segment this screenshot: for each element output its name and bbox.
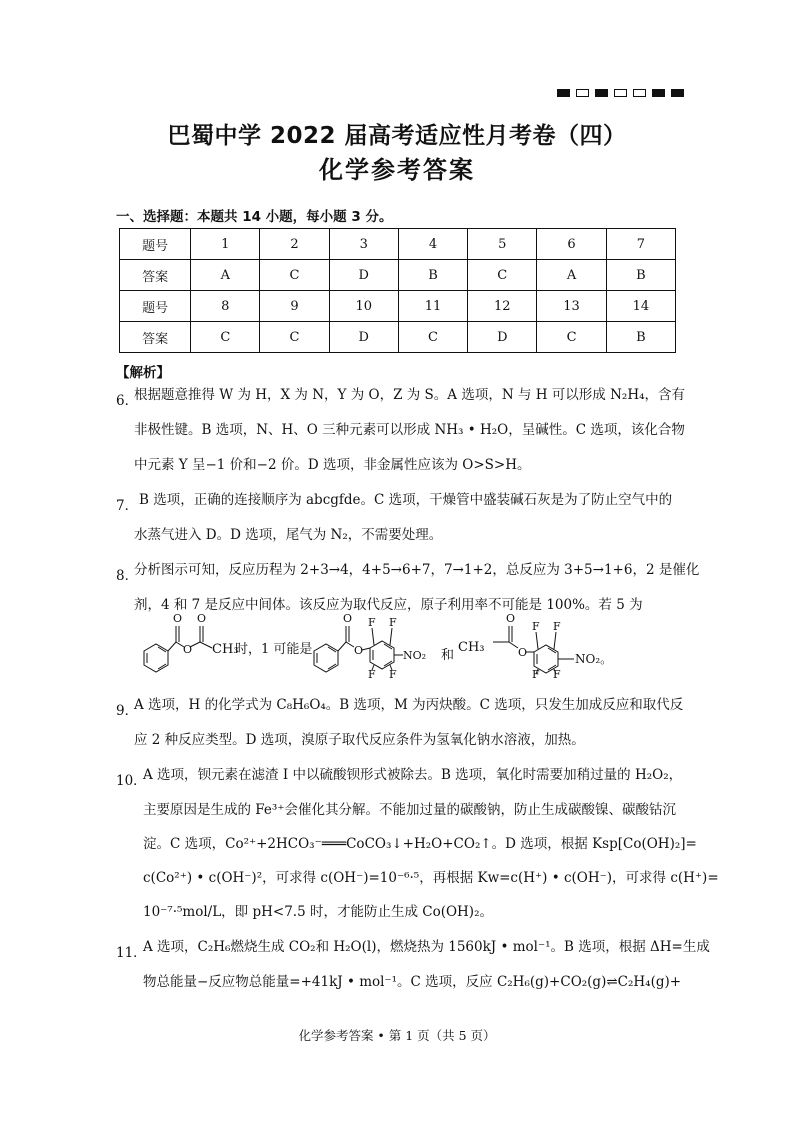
table-cell: 5 bbox=[468, 229, 537, 260]
text-line: 中元素 Y 呈−1 价和−2 价。D 选项，非金属性应该为 O>S>H。 bbox=[134, 457, 531, 473]
table-cell: B bbox=[398, 260, 467, 291]
table-cell: C bbox=[260, 322, 329, 353]
table-cell: D bbox=[329, 260, 398, 291]
table-cell: C bbox=[191, 322, 260, 353]
atom-label: F bbox=[553, 668, 561, 678]
text-line: 水蒸气进入 D。D 选项，尾气为 N₂，不需要处理。 bbox=[134, 527, 443, 543]
text-line: 分析图示可知，反应历程为 2+3→4，4+5→6+7，7→1+2，总反应为 3+5→1+6，2 是催化 bbox=[134, 562, 700, 578]
atom-label: O bbox=[518, 646, 528, 659]
question-number: 6． bbox=[116, 393, 139, 409]
table-cell: C bbox=[468, 260, 537, 291]
chem-text: 时，1 可能是 bbox=[235, 642, 313, 657]
header-mark bbox=[614, 89, 627, 97]
atom-label: F bbox=[532, 620, 540, 633]
document-subtitle: 化学参考答案 bbox=[319, 156, 475, 184]
table-cell: 2 bbox=[260, 229, 329, 260]
page-footer: 化学参考答案 • 第 1 页（共 5 页） bbox=[298, 1028, 496, 1043]
table-row-label: 答案 bbox=[120, 322, 191, 353]
table-cell: 10 bbox=[329, 291, 398, 322]
question-number: 7． bbox=[116, 498, 139, 514]
atom-label: F bbox=[368, 616, 376, 629]
table-cell: 14 bbox=[606, 291, 675, 322]
table-row-label: 题号 bbox=[120, 229, 191, 260]
atom-label: O bbox=[354, 644, 364, 657]
table-cell: C bbox=[398, 322, 467, 353]
atom-label: F bbox=[532, 668, 540, 678]
nitro-group: NO₂。 bbox=[575, 652, 613, 666]
table-cell: D bbox=[468, 322, 537, 353]
table-row bbox=[120, 322, 676, 353]
table-cell: 1 bbox=[191, 229, 260, 260]
table-row-label: 答案 bbox=[120, 260, 191, 291]
atom-label: O bbox=[183, 643, 193, 656]
table-row bbox=[120, 260, 676, 291]
table-cell: A bbox=[191, 260, 260, 291]
table-cell: 8 bbox=[191, 291, 260, 322]
atom-label: O bbox=[343, 612, 353, 625]
atom-label: O bbox=[173, 612, 183, 625]
atom-label: F bbox=[553, 620, 561, 633]
table-row-label: 题号 bbox=[120, 291, 191, 322]
header-mark bbox=[576, 89, 589, 97]
header-mark bbox=[595, 89, 608, 97]
header-mark bbox=[633, 89, 646, 97]
table-cell: 9 bbox=[260, 291, 329, 322]
text-line: 物总能量−反应物总能量=+41kJ • mol⁻¹。C 选项，反应 C₂H₆(g)+CO₂(g)⇌C₂H₄(g)+ bbox=[143, 974, 682, 990]
document-title: 巴蜀中学 2022 届高考适应性月考卷（四） bbox=[167, 123, 627, 149]
question-number: 8． bbox=[116, 568, 139, 584]
analysis-heading: 【解析】 bbox=[116, 365, 170, 381]
text-line: 剂，4 和 7 是反应中间体。该反应为取代反应，原子利用率不可能是 100%。若 5 为 bbox=[134, 597, 643, 613]
header-marks bbox=[557, 89, 684, 97]
atom-label: F bbox=[389, 668, 397, 678]
structure-diagram bbox=[128, 608, 688, 678]
text-line: 非极性键。B 选项，N、H、O 三种元素可以形成 NH₃ • H₂O，呈碱性。C 选项，该化合物 bbox=[134, 422, 685, 438]
table-cell: 7 bbox=[606, 229, 675, 260]
atom-label: F bbox=[368, 668, 376, 678]
table-row bbox=[120, 229, 676, 260]
text-line: 10⁻⁷·⁵mol/L，即 pH<7.5 时，才能防止生成 Co(OH)₂。 bbox=[143, 904, 493, 920]
table-cell: A bbox=[537, 260, 606, 291]
chem-text: 和 bbox=[441, 648, 455, 663]
header-mark bbox=[557, 89, 570, 97]
atom-label: O bbox=[197, 612, 207, 625]
table-cell: 4 bbox=[398, 229, 467, 260]
table-cell: C bbox=[260, 260, 329, 291]
methyl-group: CH₃ bbox=[458, 640, 485, 655]
question-number: 10． bbox=[116, 773, 147, 789]
text-line: A 选项，H 的化学式为 C₈H₆O₄。B 选项，M 为丙炔酸。C 选项，只发生加成反应和取代反 bbox=[134, 697, 684, 713]
text-line: A 选项，钡元素在滤渣 I 中以硫酸钡形式被除去。B 选项，氧化时需要加稍过量的 H₂O₂， bbox=[143, 767, 683, 783]
text-line: 根据题意推得 W 为 H，X 为 N，Y 为 O，Z 为 S。A 选项，N 与 H 可以形成 N₂H₄，含有 bbox=[134, 387, 686, 403]
table-cell: B bbox=[606, 322, 675, 353]
table-cell: 11 bbox=[398, 291, 467, 322]
table-cell: 13 bbox=[537, 291, 606, 322]
question-number: 9． bbox=[116, 703, 139, 719]
table-cell: 6 bbox=[537, 229, 606, 260]
table-cell: D bbox=[329, 322, 398, 353]
chemical-structures bbox=[128, 608, 688, 678]
question-number: 11． bbox=[116, 945, 147, 961]
methyl-group: CH₃ bbox=[212, 642, 239, 657]
table-cell: 3 bbox=[329, 229, 398, 260]
header-mark bbox=[652, 89, 665, 97]
text-line: 主要原因是生成的 Fe³⁺会催化其分解。不能加过量的碳酸钠，防止生成碳酸镍、碳酸钴沉 bbox=[143, 802, 676, 818]
table-row bbox=[120, 291, 676, 322]
header-mark bbox=[671, 89, 684, 97]
text-line: 应 2 种反应类型。D 选项，溴原子取代反应条件为氢氧化钠水溶液，加热。 bbox=[134, 732, 585, 748]
text-line: 淀。C 选项，Co²⁺+2HCO₃⁻═══CoCO₃↓+H₂O+CO₂↑。D 选项，根据 Ksp[Co(OH)₂]= bbox=[143, 836, 697, 852]
section-heading: 一、选择题：本题共 14 小题，每小题 3 分。 bbox=[116, 209, 393, 225]
atom-label: O bbox=[506, 612, 516, 625]
text-line: B 选项，正确的连接顺序为 abcgfde。C 选项，干燥管中盛装碱石灰是为了防止空气中的 bbox=[139, 492, 673, 508]
nitro-group: NO₂ bbox=[403, 649, 427, 662]
text-line: A 选项，C₂H₆燃烧生成 CO₂和 H₂O(l)，燃烧热为 1560kJ • mol⁻¹。B 选项，根据 ΔH=生成 bbox=[143, 939, 710, 955]
atom-label: F bbox=[389, 616, 397, 629]
table-cell: B bbox=[606, 260, 675, 291]
answer-table bbox=[119, 228, 676, 353]
text-line: c(Co²⁺) • c(OH⁻)²，可求得 c(OH⁻)=10⁻⁶·⁵，再根据 Kw=c(H⁺) • c(OH⁻)，可求得 c(H⁺)= bbox=[143, 870, 719, 886]
table-cell: C bbox=[537, 322, 606, 353]
table-cell: 12 bbox=[468, 291, 537, 322]
